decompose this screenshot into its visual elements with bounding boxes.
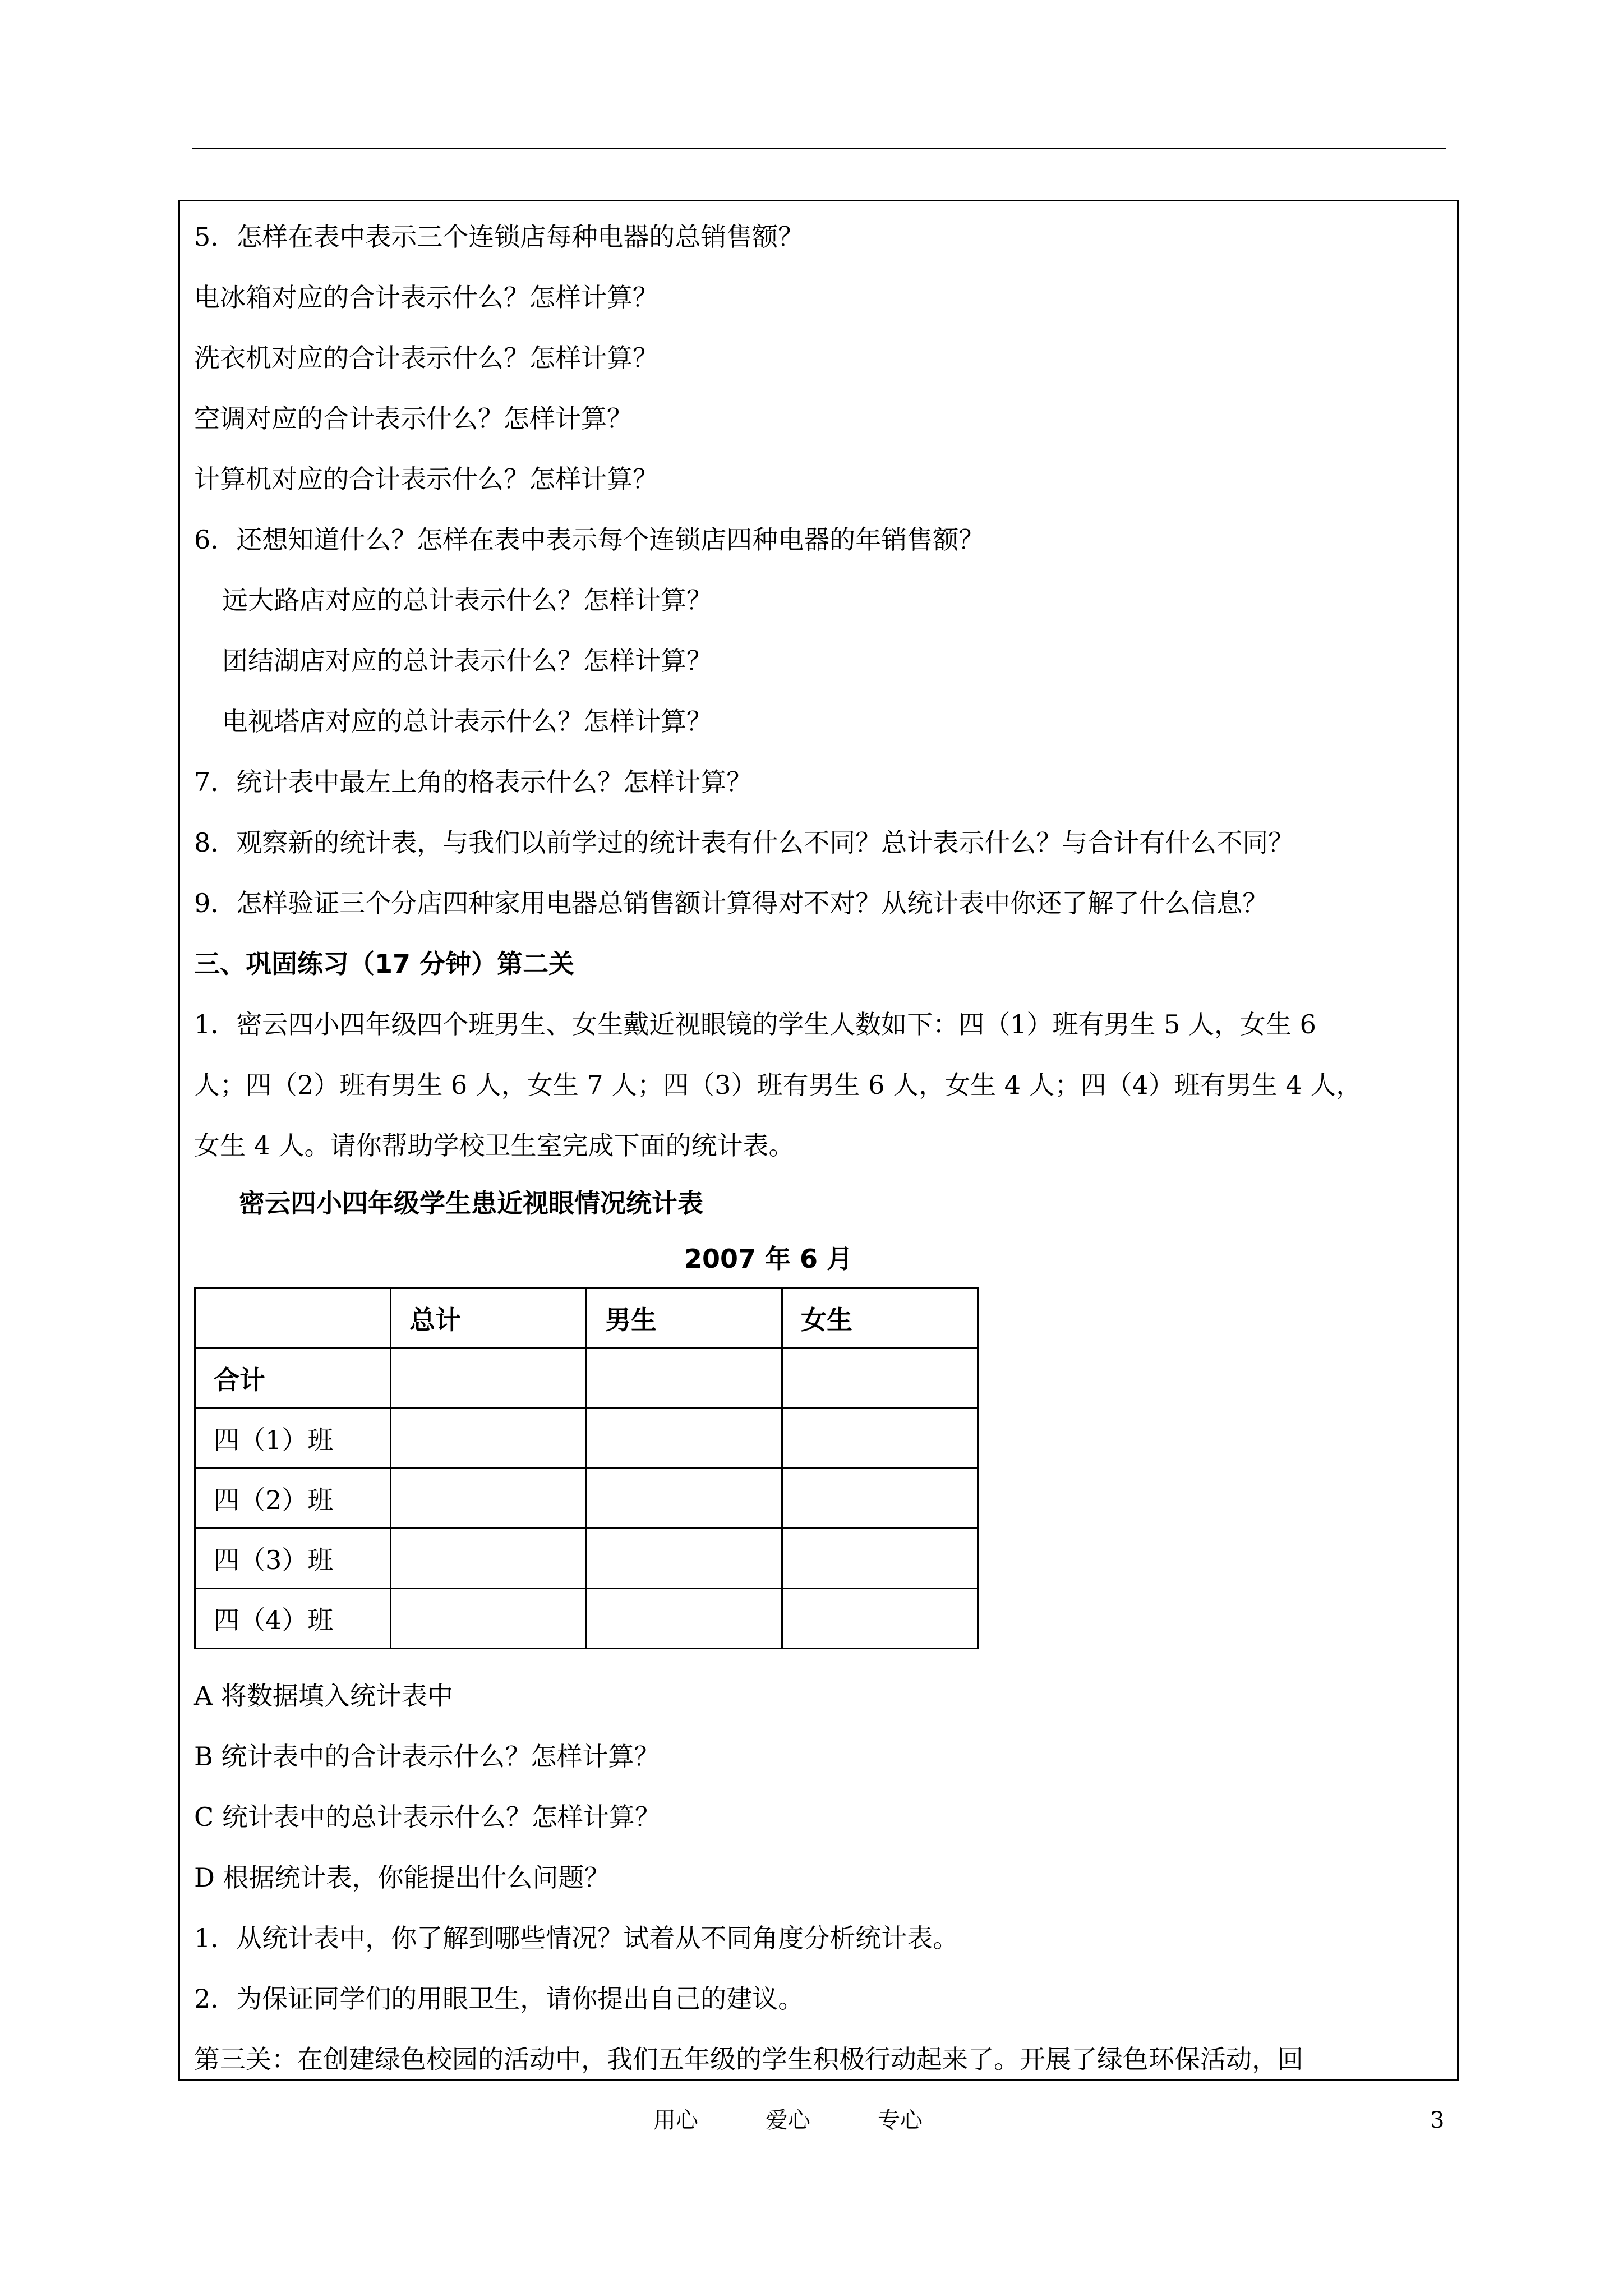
empty-cell bbox=[782, 1469, 978, 1529]
table-row bbox=[195, 1349, 978, 1409]
header-boys: 男生 bbox=[587, 1289, 782, 1349]
row-label-subtotal: 合计 bbox=[195, 1349, 391, 1409]
header-total: 总计 bbox=[391, 1289, 587, 1349]
empty-cell bbox=[391, 1349, 587, 1409]
table-title: 密云四小四年级学生患近视眼情况统计表 bbox=[239, 1188, 703, 1218]
footer-motto-3: 专心 bbox=[878, 2108, 923, 2133]
empty-cell bbox=[782, 1349, 978, 1409]
empty-cell bbox=[587, 1589, 782, 1649]
problem-1-line-1: 1．密云四小四年级四个班男生、女生戴近视眼镜的学生人数如下：四（1）班有男生 5 人，女生 6 bbox=[194, 1009, 1316, 1039]
empty-cell bbox=[391, 1589, 587, 1649]
follow-up-1: 1．从统计表中，你了解到哪些情况？试着从不同角度分析统计表。 bbox=[194, 1923, 959, 1953]
yuanda-store-question: 远大路店对应的总计表示什么？怎样计算？ bbox=[222, 585, 712, 615]
empty-cell bbox=[391, 1409, 587, 1469]
empty-cell bbox=[782, 1409, 978, 1469]
task-d: D 根据统计表，你能提出什么问题？ bbox=[194, 1862, 610, 1893]
question-5: 5．怎样在表中表示三个连锁店每种电器的总销售额？ bbox=[194, 222, 804, 252]
level-3-intro: 第三关：在创建绿色校园的活动中，我们五年级的学生积极行动起来了。开展了绿色环保活动，回 bbox=[194, 2044, 1303, 2074]
task-b: B 统计表中的合计表示什么？怎样计算？ bbox=[194, 1741, 660, 1772]
tv-tower-store-question: 电视塔店对应的总计表示什么？怎样计算？ bbox=[222, 706, 712, 737]
fridge-question: 电冰箱对应的合计表示什么？怎样计算？ bbox=[194, 282, 658, 312]
section-3-heading: 三、巩固练习（17 分钟）第二关 bbox=[194, 949, 575, 979]
follow-up-2: 2．为保证同学们的用眼卫生，请你提出自己的建议。 bbox=[194, 1984, 804, 2014]
footer-motto-2: 爱心 bbox=[766, 2108, 810, 2133]
table-date: 2007 年 6 月 bbox=[684, 1244, 853, 1274]
table-header-row bbox=[195, 1289, 978, 1349]
problem-1-line-3: 女生 4 人。请你帮助学校卫生室完成下面的统计表。 bbox=[194, 1130, 795, 1161]
ac-question: 空调对应的合计表示什么？怎样计算？ bbox=[194, 403, 633, 434]
washer-question: 洗衣机对应的合计表示什么？怎样计算？ bbox=[194, 343, 658, 373]
task-a: A 将数据填入统计表中 bbox=[194, 1681, 453, 1711]
empty-cell bbox=[587, 1349, 782, 1409]
tuanjiehu-store-question: 团结湖店对应的总计表示什么？怎样计算？ bbox=[222, 646, 712, 676]
table-row bbox=[195, 1589, 978, 1649]
empty-cell bbox=[782, 1529, 978, 1589]
statistics-table bbox=[194, 1287, 979, 1649]
table-row bbox=[195, 1409, 978, 1469]
computer-question: 计算机对应的合计表示什么？怎样计算？ bbox=[194, 464, 658, 494]
question-6: 6．还想知道什么？怎样在表中表示每个连锁店四种电器的年销售额？ bbox=[194, 524, 985, 555]
problem-1-line-2: 人；四（2）班有男生 6 人，女生 7 人；四（3）班有男生 6 人，女生 4 人；四（4）班有男生 4 人， bbox=[194, 1070, 1362, 1100]
empty-cell bbox=[587, 1529, 782, 1589]
empty-cell bbox=[587, 1469, 782, 1529]
row-label-class-1: 四（1）班 bbox=[195, 1409, 391, 1469]
header-rule bbox=[192, 148, 1446, 149]
question-7: 7．统计表中最左上角的格表示什么？怎样计算？ bbox=[194, 767, 753, 797]
row-label-class-4: 四（4）班 bbox=[195, 1589, 391, 1649]
empty-cell bbox=[391, 1469, 587, 1529]
page-number: 3 bbox=[1430, 2108, 1445, 2133]
header-girls: 女生 bbox=[782, 1289, 978, 1349]
task-c: C 统计表中的总计表示什么？怎样计算？ bbox=[194, 1802, 661, 1832]
empty-cell bbox=[391, 1529, 587, 1589]
row-label-class-2: 四（2）班 bbox=[195, 1469, 391, 1529]
table-row bbox=[195, 1469, 978, 1529]
footer-motto-1: 用心 bbox=[653, 2108, 698, 2133]
table-corner-cell bbox=[195, 1289, 391, 1349]
table-row bbox=[195, 1529, 978, 1589]
empty-cell bbox=[587, 1409, 782, 1469]
question-9: 9．怎样验证三个分店四种家用电器总销售额计算得对不对？从统计表中你还了解了什么信息？ bbox=[194, 888, 1269, 918]
row-label-class-3: 四（3）班 bbox=[195, 1529, 391, 1589]
question-8: 8．观察新的统计表，与我们以前学过的统计表有什么不同？总计表示什么？与合计有什么不同？ bbox=[194, 827, 1294, 858]
empty-cell bbox=[782, 1589, 978, 1649]
